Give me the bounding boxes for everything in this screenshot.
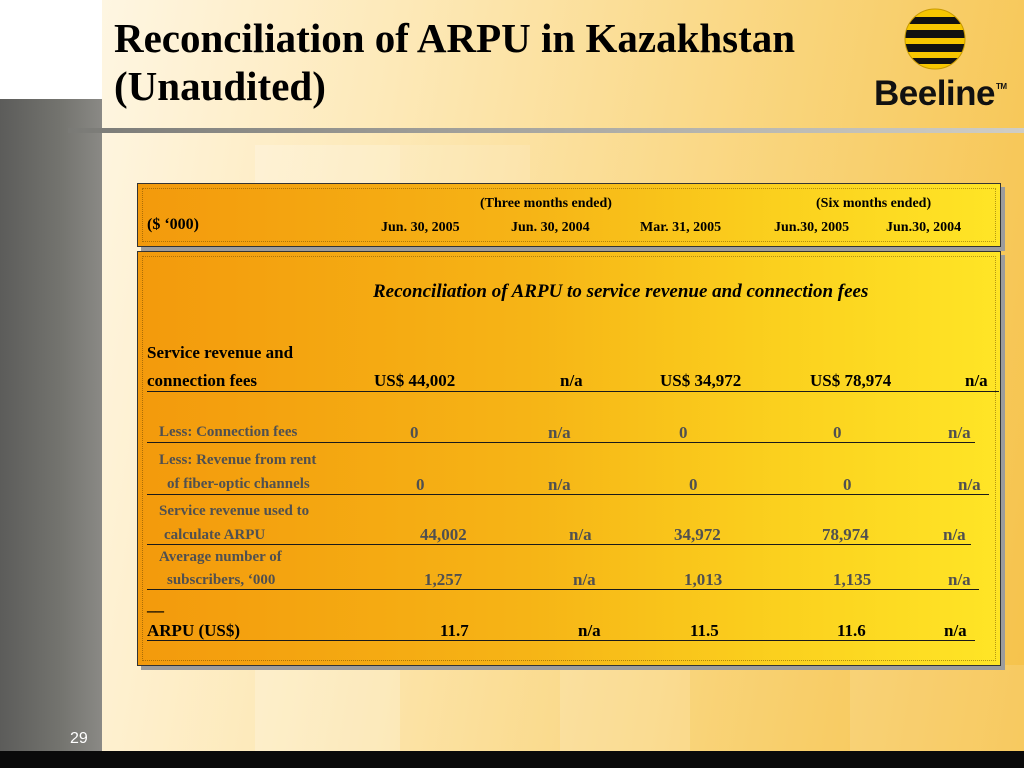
row-underline bbox=[147, 494, 989, 495]
cell-value: n/a bbox=[548, 475, 571, 494]
slide-title bbox=[114, 14, 874, 110]
cell-value: 11.5 bbox=[690, 621, 719, 640]
cell-value: 0 bbox=[843, 475, 852, 494]
cell-value: 0 bbox=[416, 475, 425, 494]
row-underline bbox=[147, 544, 971, 545]
logo-wordmark: Beeline bbox=[874, 74, 995, 113]
cell-value: 0 bbox=[679, 423, 688, 442]
slide-title-line1: Reconciliation of ARPU in Kazakhstan bbox=[114, 15, 796, 61]
beeline-logo-text bbox=[874, 74, 1007, 114]
title-rule bbox=[68, 128, 1024, 133]
background-tile bbox=[255, 665, 400, 751]
cell-value: n/a bbox=[560, 371, 583, 390]
units-label: ($ ‘000) bbox=[147, 216, 199, 233]
cell-value: 44,002 bbox=[420, 525, 467, 544]
cell-value: 0 bbox=[689, 475, 698, 494]
cell-value: n/a bbox=[944, 621, 967, 640]
column-header: Jun.30, 2005 bbox=[774, 220, 850, 235]
row-label: ARPU (US$) bbox=[147, 621, 241, 640]
cell-value: 1,257 bbox=[424, 570, 463, 589]
column-header-box bbox=[137, 183, 1001, 247]
row-underline bbox=[147, 442, 975, 443]
row-label: Less: Connection fees bbox=[159, 424, 298, 440]
page-number: 29 bbox=[70, 730, 88, 747]
cell-value: 0 bbox=[410, 423, 419, 442]
column-header: Jun. 30, 2004 bbox=[511, 220, 590, 235]
row-underline bbox=[147, 391, 999, 392]
slide-title-line2: (Unaudited) bbox=[114, 63, 326, 109]
top-left-white-block bbox=[0, 0, 102, 99]
background-tile bbox=[255, 145, 400, 185]
six-months-heading: (Six months ended) bbox=[816, 196, 932, 211]
cell-value: n/a bbox=[948, 423, 971, 442]
footer-bar bbox=[0, 751, 1024, 768]
cell-value: n/a bbox=[948, 570, 971, 589]
row-underline bbox=[147, 640, 975, 641]
cell-value: n/a bbox=[578, 621, 601, 640]
cell-value: US$ 78,974 bbox=[810, 371, 892, 390]
background-tile bbox=[400, 145, 530, 185]
cell-value: US$ 44,002 bbox=[374, 371, 456, 390]
cell-value: 0 bbox=[833, 423, 842, 442]
cell-value: US$ 34,972 bbox=[660, 371, 742, 390]
section-title: Reconciliation of ARPU to service revenue and connection fees bbox=[373, 281, 869, 302]
background-tile bbox=[850, 665, 1024, 751]
left-grey-bar bbox=[0, 99, 102, 751]
beeline-logo-icon bbox=[904, 8, 966, 70]
row-label: connection fees bbox=[147, 371, 258, 390]
cell-value: 11.7 bbox=[440, 621, 469, 640]
cell-value: 1,013 bbox=[684, 570, 723, 589]
cell-value: n/a bbox=[573, 570, 596, 589]
cell-value: 78,974 bbox=[822, 525, 869, 544]
row-label: Service revenue and bbox=[147, 343, 294, 362]
cell-value: 34,972 bbox=[674, 525, 721, 544]
column-header: Mar. 31, 2005 bbox=[640, 220, 722, 235]
row-label: of fiber-optic channels bbox=[167, 476, 310, 492]
column-header: Jun.30, 2004 bbox=[886, 220, 962, 235]
row-underline bbox=[147, 589, 979, 590]
cell-value: 11.6 bbox=[837, 621, 866, 640]
separator-mark: __ bbox=[147, 595, 164, 614]
row-label: subscribers, ‘000 bbox=[167, 572, 276, 588]
cell-value: n/a bbox=[965, 371, 988, 390]
row-label: Service revenue used to bbox=[159, 503, 310, 519]
row-label: Average number of bbox=[159, 549, 282, 565]
cell-value: n/a bbox=[569, 525, 592, 544]
cell-value: n/a bbox=[548, 423, 571, 442]
logo-trademark: TM bbox=[996, 82, 1007, 91]
cell-value: 1,135 bbox=[833, 570, 872, 589]
cell-value: n/a bbox=[943, 525, 966, 544]
row-label: Less: Revenue from rent bbox=[159, 452, 317, 468]
column-header: Jun. 30, 2005 bbox=[381, 220, 460, 235]
background-tile bbox=[560, 665, 690, 751]
cell-value: n/a bbox=[958, 475, 981, 494]
row-label: calculate ARPU bbox=[164, 527, 266, 543]
three-months-heading: (Three months ended) bbox=[480, 196, 612, 211]
